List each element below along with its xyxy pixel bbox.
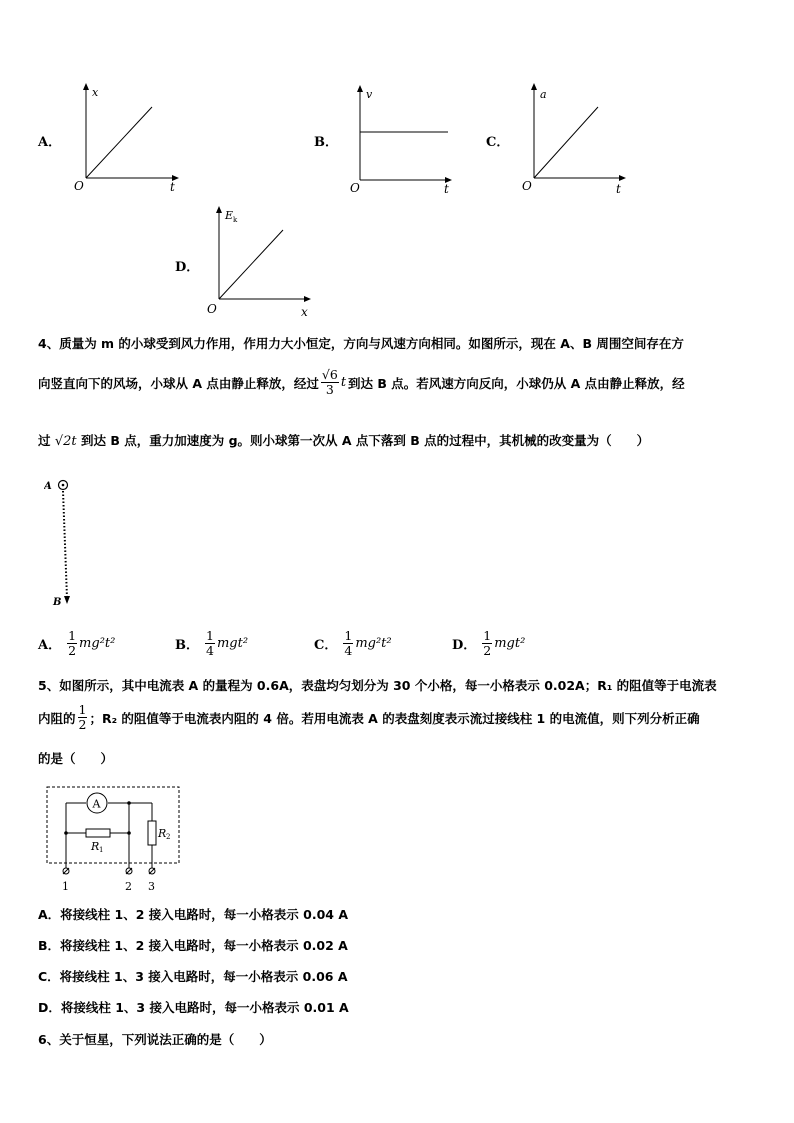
graph-a-xlabel: t [170, 180, 175, 194]
graph-c-xlabel: t [616, 182, 621, 195]
graph-d [203, 203, 318, 321]
graph-c-ylabel: a [540, 88, 547, 101]
q5-line2-b: ；R₂ 的阻值等于电流表内阻的 4 倍。若用电流表 A 的表盘刻度表示流过接线柱 1 的电流值，则下列分析正确 [89, 710, 700, 726]
q5-line3: 的是（ ） [38, 751, 114, 766]
q5-frac-den: 2 [78, 717, 87, 732]
graph-a-origin: O [74, 179, 84, 193]
r2-label: R [158, 827, 167, 840]
q5-line1: 5、如图所示，其中电流表 A 的量程为 0.6A，表盘均匀划分为 30 个小格，每一小格表示 0.02A；R₁ 的阻值等于电流表 [38, 678, 717, 693]
option-label-b: B． [314, 135, 338, 150]
q5-frac-num: 1 [78, 702, 87, 717]
graph-c [518, 80, 633, 195]
graph-d-xlabel: x [301, 305, 308, 319]
q4-option-c[interactable]: C． $\frac{1}{4}$ mg²t² [314, 628, 392, 658]
q4-option-d[interactable]: D． $\frac{1}{2}$ mgt² [452, 628, 526, 658]
q4-line2-a: 向竖直向下的风场，小球从 A 点由静止释放，经过 [38, 375, 319, 391]
q4-option-a[interactable]: A． $\frac{1}{2}$ mg²t² [38, 628, 116, 658]
r1-sub: 1 [99, 846, 104, 854]
terminal-1: 1 [62, 880, 69, 893]
ammeter-label: A [92, 797, 101, 811]
q5-line2 [38, 703, 700, 732]
q4-figure [44, 474, 94, 614]
point-a-label: A [44, 481, 52, 492]
q4-line2 [38, 368, 685, 397]
q4-frac-den: 3 [325, 382, 334, 397]
graph-d-ylabel-sub: k [233, 216, 238, 224]
graph-a-ylabel: x [92, 86, 99, 99]
option-label-a: A． [38, 135, 62, 150]
graph-a [70, 80, 185, 195]
q5-option-c[interactable]: C．将接线柱 1、3 接入电路时，每一小格表示 0.06 A [38, 969, 348, 984]
graph-b-origin: O [350, 181, 360, 195]
graph-d-ylabel: E [225, 209, 234, 222]
q4-line3-b: 到达 B 点，重力加速度为 g。则小球第一次从 A 点下落到 B 点的过程中，其机械的改变量为（ ） [81, 433, 650, 448]
point-b-label: B [53, 597, 62, 608]
q4-frac-num: √6 [321, 367, 338, 382]
q5-option-d[interactable]: D．将接线柱 1、3 接入电路时，每一小格表示 0.01 A [38, 1000, 349, 1015]
q5-fraction [78, 703, 88, 732]
q4-fraction [321, 368, 339, 397]
option-label-d: D． [175, 260, 200, 275]
terminal-3: 3 [148, 880, 155, 893]
q4-line3-a: 过 [38, 433, 51, 448]
graph-d-origin: O [207, 302, 217, 316]
q5-line2-a: 内阻的 [38, 710, 76, 726]
graph-b-ylabel: v [366, 88, 373, 101]
r1-label: R [91, 840, 100, 853]
q5-circuit [44, 784, 184, 894]
q4-option-b[interactable]: B． $\frac{1}{4}$ mgt² [175, 628, 249, 658]
q5-option-a[interactable]: A．将接线柱 1、2 接入电路时，每一小格表示 0.04 A [38, 907, 348, 922]
q4-line3 [38, 431, 649, 449]
option-label-c: C． [486, 135, 510, 150]
r2-sub: 2 [166, 833, 171, 841]
graph-b [344, 80, 459, 195]
q5-option-b[interactable]: B．将接线柱 1、2 接入电路时，每一小格表示 0.02 A [38, 938, 348, 953]
q4-line1: 4、质量为 m 的小球受到风力作用，作用力大小恒定，方向与风速方向相同。如图所示，现在 A、B 周围空间存在方 [38, 336, 684, 351]
q4-line3-math: √2t [54, 434, 77, 449]
graph-b-xlabel: t [444, 182, 449, 195]
graph-c-origin: O [522, 179, 532, 193]
q6-line1: 6、关于恒星，下列说法正确的是（ ） [38, 1032, 272, 1047]
terminal-2: 2 [125, 880, 132, 893]
q4-frac-var: t [340, 375, 347, 390]
q4-line2-b: 到达 B 点。若风速方向反向，小球仍从 A 点由静止释放，经 [348, 375, 685, 391]
